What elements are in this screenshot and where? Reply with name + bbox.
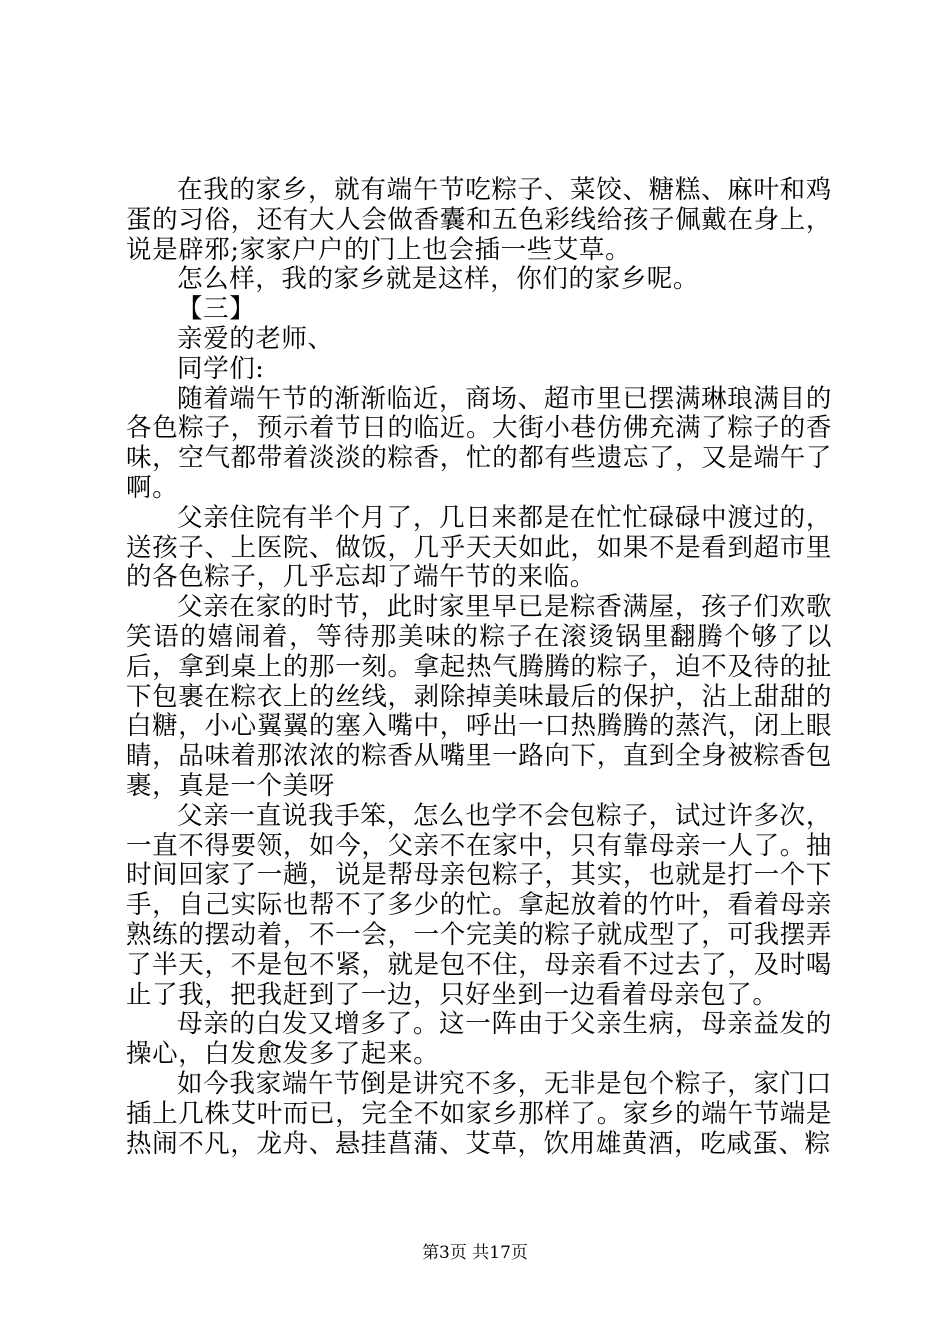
paragraph-2: 怎么样，我的家乡就是这样，你们的家乡呢。 xyxy=(177,264,700,295)
salutation-line-2: 同学们: xyxy=(177,353,265,384)
paragraph-1: 在我的家乡，就有端午节吃粽子、菜饺、糖糕、麻叶和鸡蛋的习俗，还有大人会做香囊和五色彩线给孩子佩戴在身上，说是辟邪;家家户户的门上也会插一些艾草。 xyxy=(126,175,832,265)
paragraph-3: 随着端午节的渐渐临近，商场、超市里已摆满琳琅满目的各色粽子，预示着节日的临近。大街小巷仿佛充满了粽子的香味，空气都带着淡淡的粽香，忙的都有些遗忘了，又是端午了啊。 xyxy=(126,383,832,503)
paragraph-4: 父亲住院有半个月了，几日来都是在忙忙碌碌中渡过的，送孩子、上医院、做饭，几乎天天如此，如果不是看到超市里的各色粽子，几乎忘却了端午节的来临。 xyxy=(126,502,832,593)
paragraph-5: 父亲在家的时节，此时家里早已是粽香满屋，孩子们欢歌笑语的嬉闹着，等待那美味的粽子在滚烫锅里翻腾个够了以后，拿到桌上的那一刻。拿起热气腾腾的粽子，迫不及待的扯下包裹在粽衣上的丝线，剥除掉美味最后的保护，沾上甜甜的白糖，小心翼翼的塞入嘴中，呼出一口热腾腾的蒸汽，闭上眼睛，品味着那浓浓的粽香从嘴里一路向下，直到全身被粽香包裹，真是一个美呀 xyxy=(126,592,832,801)
document-body xyxy=(126,176,832,1159)
paragraph-8: 如今我家端午节倒是讲究不多，无非是包个粽子，家门口插上几株艾叶而已，完全不如家乡那样了。家乡的端午节端是热闹不凡，龙舟、悬挂菖蒲、艾草，饮用雄黄酒，吃咸蛋、粽 xyxy=(126,1068,832,1159)
paragraph-6: 父亲一直说我手笨，怎么也学不会包粽子，试过许多次，一直不得要领，如今，父亲不在家中，只有靠母亲一人了。抽时间回家了一趟，说是帮母亲包粽子，其实，也就是打一个下手，自己实际也帮不了多少的忙。拿起放着的竹叶，看着母亲熟练的摆动着，不一会，一个完美的粽子就成型了，可我摆弄了半天，不是包不紧，就是包不住，母亲看不过去了，及时喝止了我，把我赶到了一边，只好坐到一边看着母亲包了。 xyxy=(126,800,832,1010)
section-heading: 【三】 xyxy=(177,294,256,325)
paragraph-7: 母亲的白发又增多了。这一阵由于父亲生病，母亲益发的操心，白发愈发多了起来。 xyxy=(126,1009,832,1070)
page-number-footer: 第3页 共17页 xyxy=(422,1243,528,1263)
salutation-line-1: 亲爱的老师、 xyxy=(177,323,334,354)
